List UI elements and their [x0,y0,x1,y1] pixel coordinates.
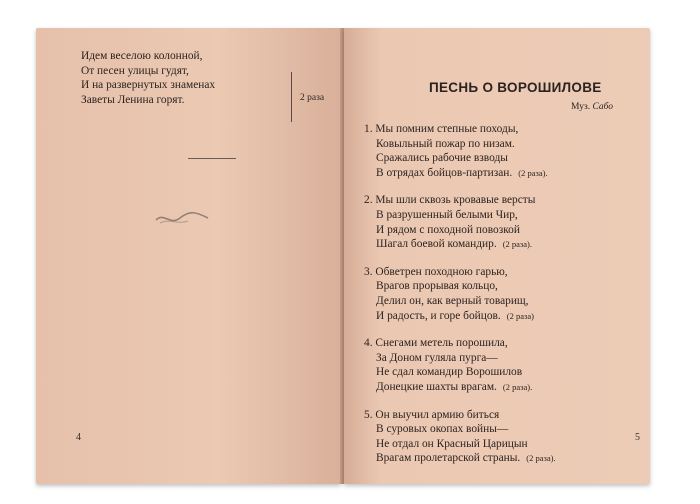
verse-line-last [364,237,624,252]
verse-line-text: Шагал боевой командир. [376,238,497,251]
verse-line-last [364,380,624,395]
repeat-note: 2 раза [300,93,325,103]
verse-line: Врагов прорывая кольцо, [376,280,498,293]
verse-line: 5. Он выучил армию биться [364,408,500,421]
verse [364,193,624,251]
right-page [344,28,650,484]
verse [364,408,624,466]
verse-line: За Доном гуляла пурга— [376,351,498,364]
repeat-note: (2 раза). [502,381,533,392]
pencil-scribble-mark [152,206,212,228]
song-title: ПЕСНЬ О ВОРОШИЛОВЕ [429,80,602,95]
stanza-line: Идем веселою колонной, [81,50,203,62]
left-page [36,28,341,484]
verse-line: В разрушенный белыми Чир, [376,208,518,221]
verse-line: Сражались рабочие взводы [376,152,508,165]
verse-line-text: Врагам пролетарской страны. [376,452,521,465]
divider-line [188,158,236,159]
verse-line-text: Донецкие шахты врагам. [376,380,497,393]
verse-line: Не сдал командир Ворошилов [376,366,523,379]
page-number: 5 [635,432,640,443]
repeat-note: (2 раза). [518,167,548,178]
repeat-bracket [283,72,292,122]
repeat-note: (2 раза). [502,239,533,250]
verse [364,265,624,323]
verse [364,122,624,180]
verse-line: Делил он, как верный товарищ, [376,294,529,307]
page-number: 4 [76,432,81,443]
stanza-line: От песен улицы гудят, [81,64,189,77]
repeat-note: (2 раза) [506,310,534,321]
verse-line: 2. Мы шли сквозь кровавые версты [364,194,536,207]
repeat-note: (2 раза). [526,453,556,464]
stanza-line: Заветы Ленина горят. [81,93,185,106]
composer-name: Сабо [592,102,614,112]
song-verses [364,122,624,479]
verse-line-last [364,166,624,181]
open-booklet [26,28,656,484]
verse-line: 1. Мы помним степные походы, [364,123,519,135]
stanza-line: И на развернутых знаменах [81,79,216,92]
composer-credit [571,102,613,112]
verse-line: И рядом с походной повозкой [376,223,520,236]
verse-line: Не отдал он Красный Царицын [376,437,528,450]
verse-line-text: В отрядах бойцов-партизан. [376,166,513,179]
verse-line-last [364,451,624,466]
composer-prefix: Муз. [571,102,591,112]
verse-line: Ковыльный пожар по низам. [376,137,515,150]
verse-line-last [364,309,624,324]
verse-line: 4. Снегами метель порошила, [364,337,508,350]
verse-line: В суровых окопах войны— [376,423,509,436]
verse-line-text: И радость, и горе бойцов. [376,309,501,322]
verse-line: 3. Обветрен походною гарью, [364,265,508,278]
verse [364,336,624,394]
